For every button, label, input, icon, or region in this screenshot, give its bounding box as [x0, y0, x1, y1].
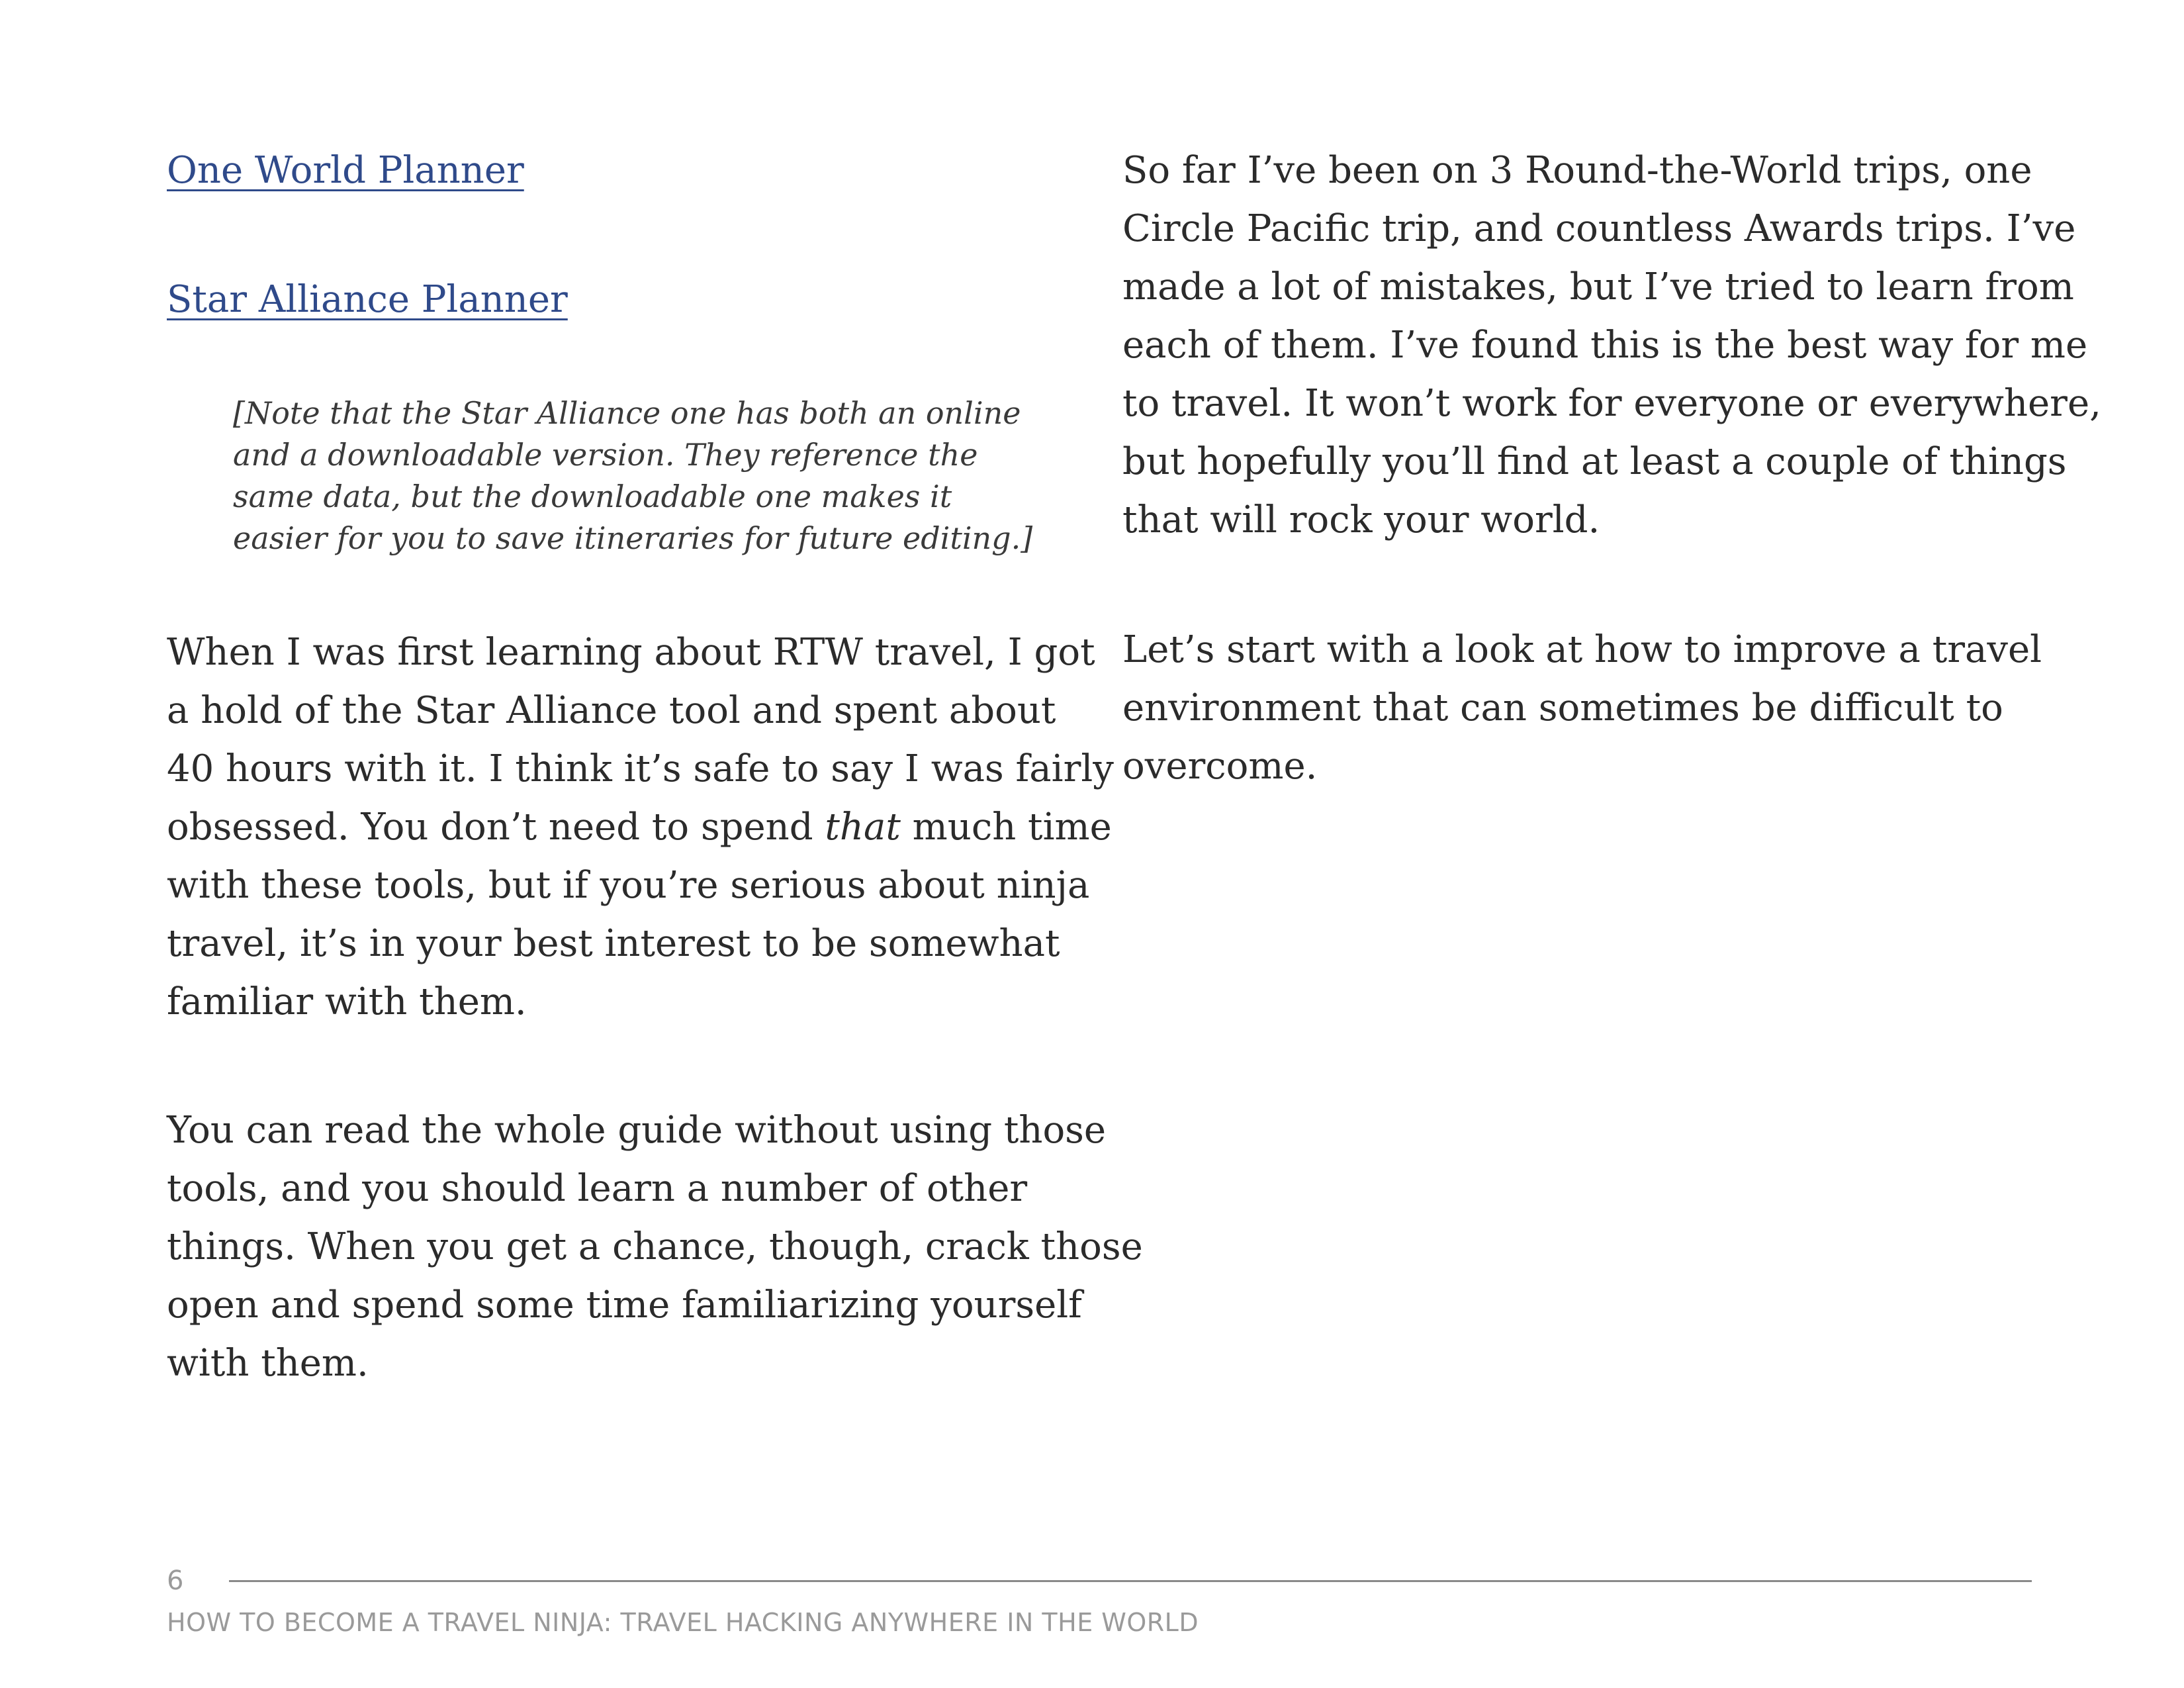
- paragraph-line: Let’s start with a look at how to improve a travel: [1122, 628, 2042, 671]
- paragraph-line: So far I’ve been on 3 Round-the-World trips, one: [1122, 149, 2032, 192]
- paragraph-line: with these tools, but if you’re serious about ninja: [167, 864, 1090, 907]
- note-line: and a downloadable version. They reference the: [233, 437, 978, 473]
- emphasis-text: that: [825, 806, 901, 849]
- paragraph-line: You can read the whole guide without using those: [167, 1109, 1107, 1152]
- note-line: same data, but the downloadable one makes it: [233, 479, 952, 514]
- text-segment: obsessed. You don’t need to spend: [167, 806, 825, 849]
- footer-divider: [229, 1580, 2032, 1582]
- note-line: easier for you to save itineraries for future editing.]: [233, 520, 1033, 556]
- paragraph-line: When I was first learning about RTW travel, I got: [167, 631, 1095, 674]
- rtw-experience-paragraph: [1122, 142, 2101, 549]
- one-world-planner-link[interactable]: One World Planner: [167, 149, 524, 192]
- paragraph-line: 40 hours with it. I think it’s safe to say I was fairly: [167, 747, 1114, 790]
- paragraph-line: a hold of the Star Alliance tool and spent about: [167, 689, 1056, 732]
- paragraph-line: that will rock your world.: [1122, 498, 1600, 541]
- paragraph-line: made a lot of mistakes, but I’ve tried to learn from: [1122, 265, 2074, 308]
- paragraph-line: environment that can sometimes be difficult to: [1122, 686, 2003, 729]
- rtw-learning-paragraph: [167, 624, 1114, 1031]
- footer-book-title: HOW TO BECOME A TRAVEL NINJA: TRAVEL HACKING ANYWHERE IN THE WORLD: [167, 1608, 1199, 1637]
- page-number: 6: [167, 1566, 184, 1596]
- paragraph-line: familiar with them.: [167, 980, 527, 1023]
- read-guide-paragraph: [167, 1102, 1143, 1393]
- note-line: [Note that the Star Alliance one has both an online: [233, 395, 1021, 431]
- paragraph-line: things. When you get a chance, though, crack those: [167, 1225, 1143, 1268]
- paragraph-line: travel, it’s in your best interest to be somewhat: [167, 922, 1060, 965]
- star-alliance-planner-link[interactable]: Star Alliance Planner: [167, 278, 568, 321]
- text-segment: much time: [900, 806, 1112, 849]
- paragraph-line: with them.: [167, 1342, 369, 1385]
- paragraph-line: Circle Pacific trip, and countless Awards trips. I’ve: [1122, 207, 2076, 250]
- paragraph-line: tools, and you should learn a number of other: [167, 1167, 1028, 1210]
- lets-start-paragraph: [1122, 621, 2042, 796]
- paragraph-line: but hopefully you’ll find at least a couple of things: [1122, 440, 2067, 483]
- paragraph-line: each of them. I’ve found this is the best way for me: [1122, 324, 2088, 367]
- paragraph-line: overcome.: [1122, 745, 1318, 788]
- paragraph-line: to travel. It won’t work for everyone or everywhere,: [1122, 382, 2101, 425]
- planner-note: [233, 393, 1087, 559]
- paragraph-line: [167, 798, 1114, 857]
- paragraph-line: open and spend some time familiarizing yourself: [167, 1284, 1082, 1327]
